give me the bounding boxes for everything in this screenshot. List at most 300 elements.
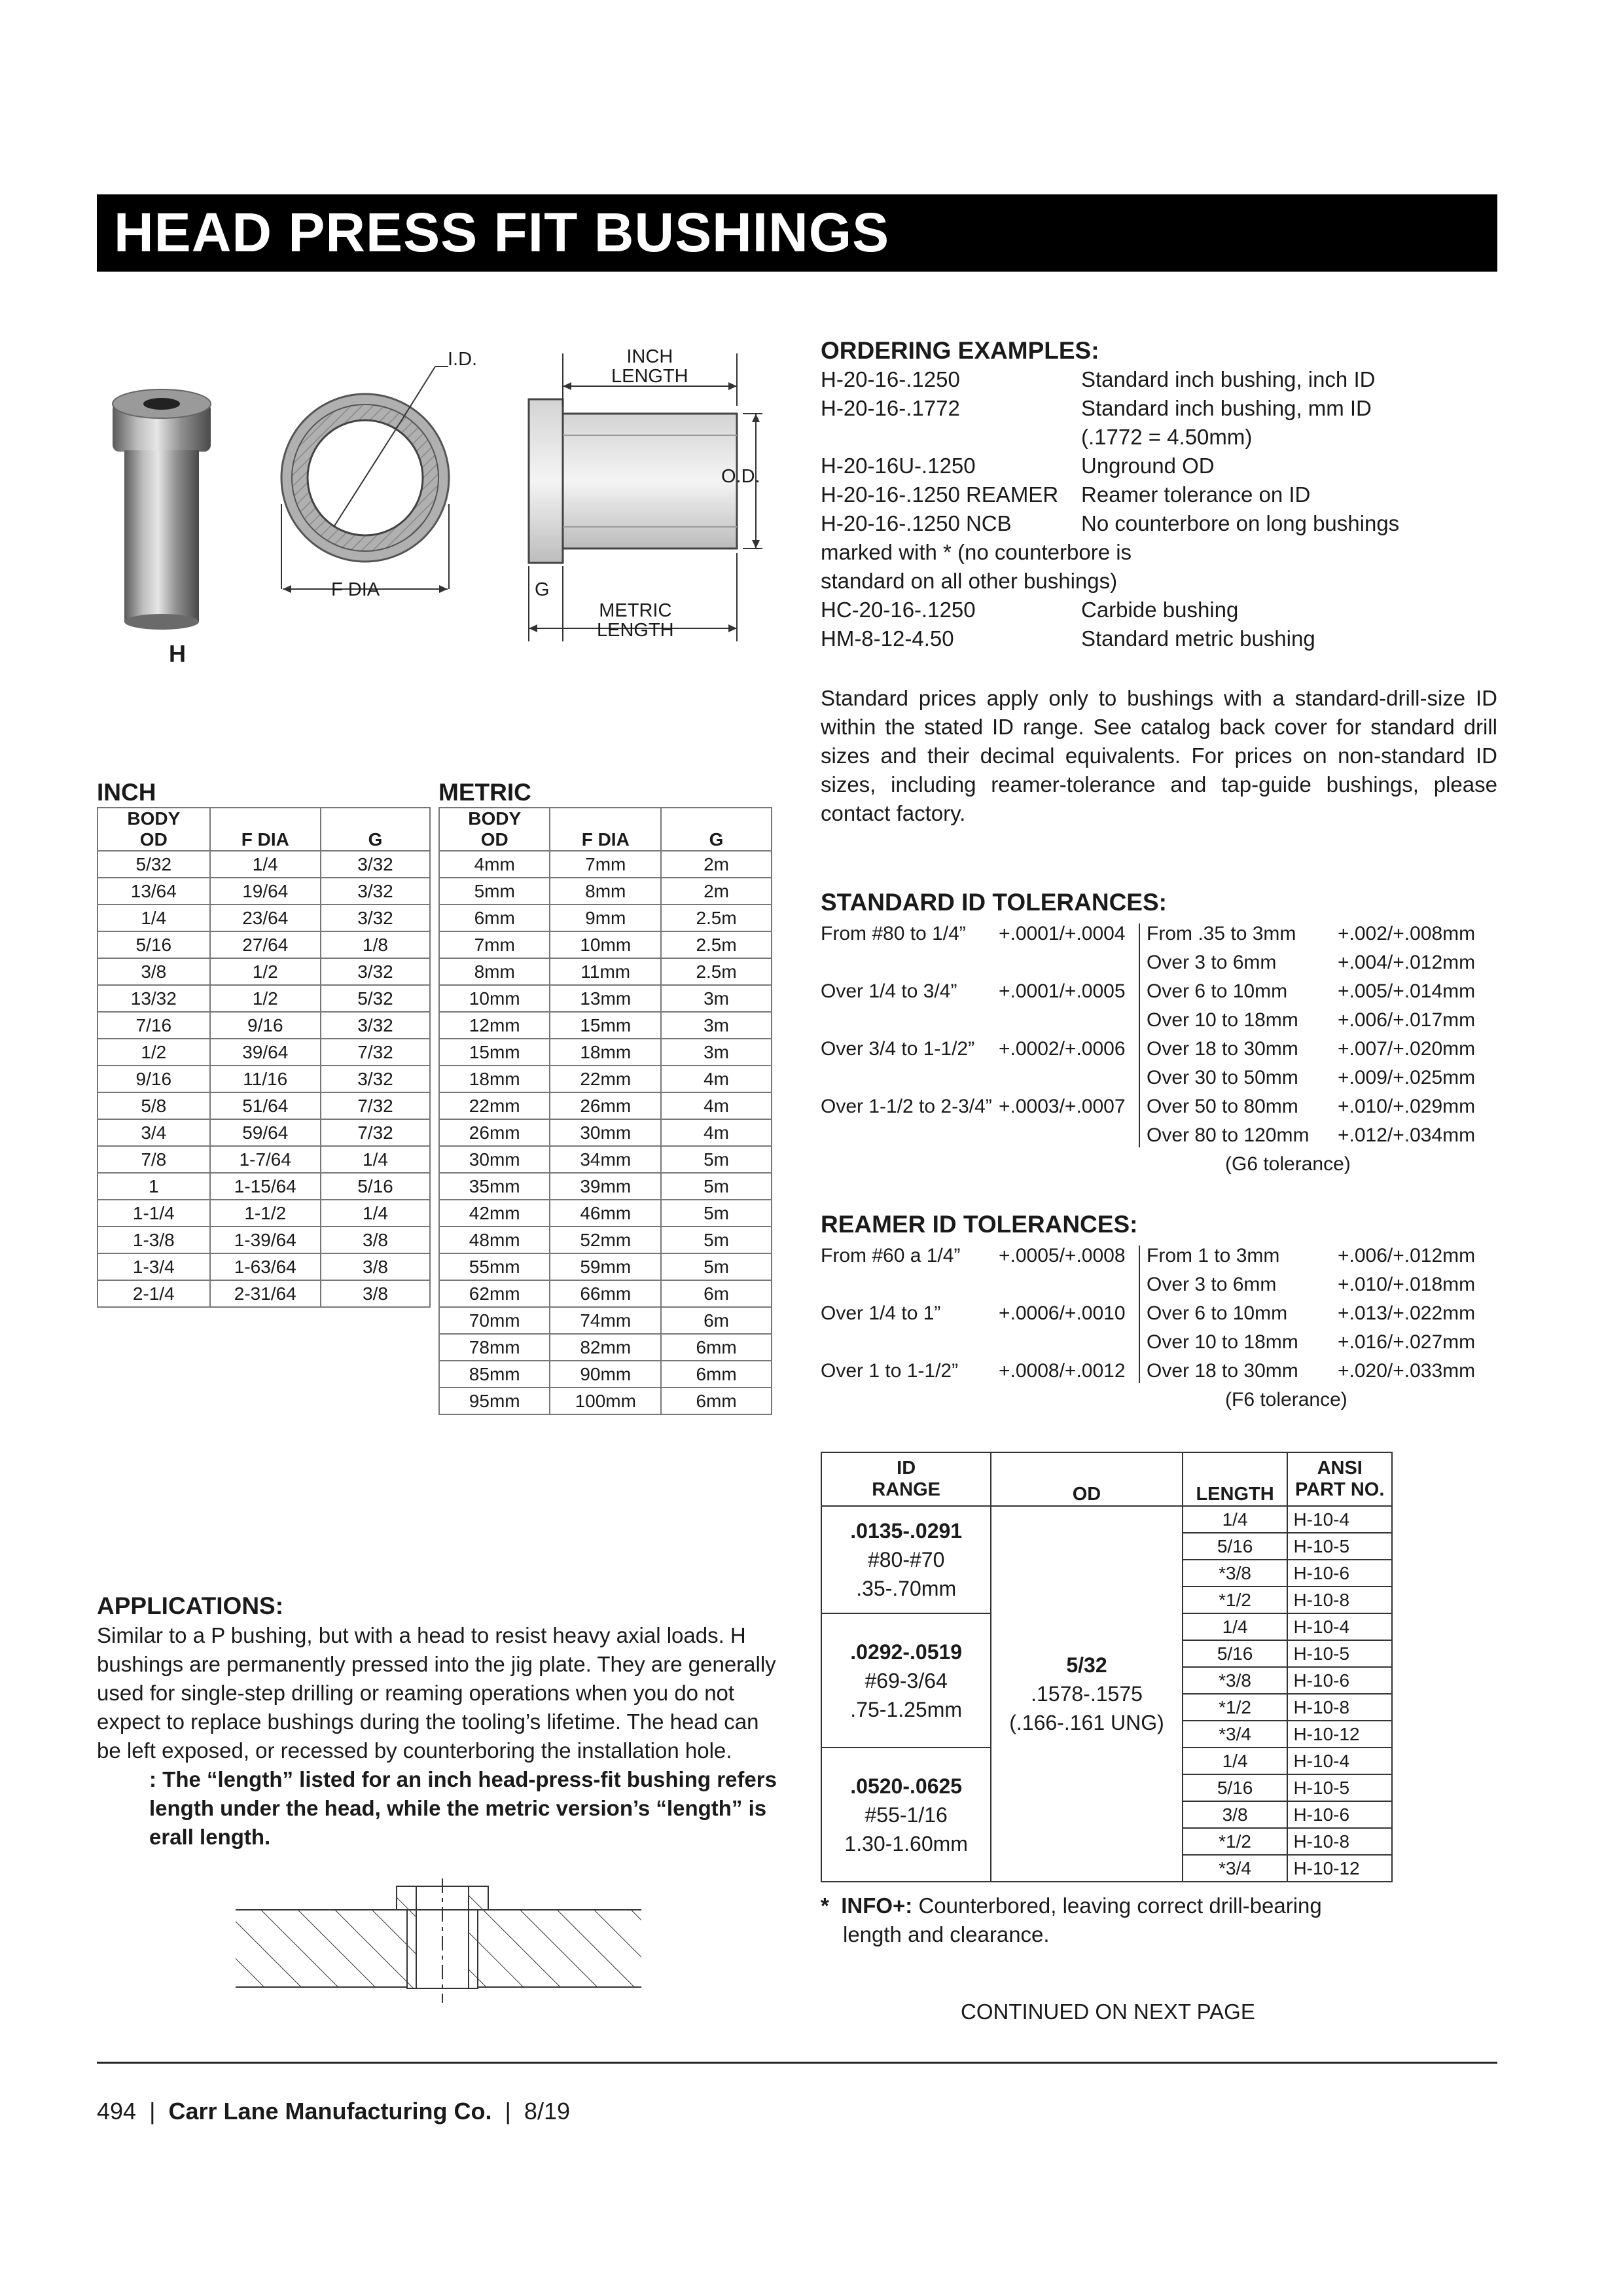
table-row: [439, 1039, 772, 1066]
table-cell: 59/64: [210, 1119, 321, 1146]
table-row: [98, 1012, 430, 1039]
table-cell: 2m: [661, 878, 772, 905]
metric-table: [438, 807, 772, 1415]
table-cell: 3/8: [321, 1253, 430, 1280]
title-bar: [97, 194, 1497, 272]
part-number-table: [821, 1452, 1393, 1882]
table-row: [439, 1066, 772, 1092]
text-line: bushings are permanently pressed into the jig plate. They are generally: [97, 1652, 776, 1676]
tol-inch-value: +.0001/+.0005: [999, 980, 1126, 1002]
table-cell: 2.5m: [661, 905, 772, 931]
tol-metric-value: +.004/+.012mm: [1338, 952, 1476, 973]
table-cell: 6m: [661, 1280, 772, 1307]
info-line2: length and clearance.: [843, 1922, 1050, 1946]
table-cell: 7/32: [321, 1092, 430, 1119]
table-cell: 1-63/64: [210, 1253, 321, 1280]
info-label: INFO+:: [841, 1893, 913, 1918]
applications-text: [97, 1621, 777, 1765]
length-cell: 5/16: [1183, 1640, 1288, 1667]
length-cell: *3/8: [1183, 1667, 1288, 1694]
id-range-decimal: .0292-.0519: [850, 1640, 963, 1664]
table-cell: 100mm: [550, 1388, 661, 1414]
page-number: 494: [97, 2098, 137, 2125]
table-cell: 1-39/64: [210, 1227, 321, 1253]
table-row: [439, 958, 772, 985]
reamer-tol-block: [821, 1242, 1501, 1425]
tol-metric-range: From 1 to 3mm: [1147, 1245, 1280, 1266]
reamer-tol-heading: REAMER ID TOLERANCES:: [821, 1211, 1138, 1238]
order-code: H-20-16-.1250 REAMER: [821, 482, 1059, 507]
table-cell: 26mm: [550, 1092, 661, 1119]
table-row: [98, 851, 430, 878]
part-number-cell: H-10-6: [1287, 1667, 1392, 1694]
part-number-cell: H-10-6: [1287, 1560, 1392, 1587]
table-cell: 7/32: [321, 1119, 430, 1146]
length-cell: 1/4: [1183, 1748, 1288, 1774]
order-code: H-20-16U-.1250: [821, 454, 976, 478]
ordering-note: standard on all other bushings): [821, 569, 1118, 593]
tol-note: (F6 tolerance): [1225, 1389, 1347, 1410]
tol-inch-range: Over 3/4 to 1-1/2”: [821, 1038, 975, 1060]
table-cell: 34mm: [550, 1146, 661, 1173]
table-cell: 66mm: [550, 1280, 661, 1307]
part-number-cell: H-10-5: [1287, 1774, 1392, 1801]
length-cell: *3/8: [1183, 1560, 1288, 1587]
part-number-cell: H-10-5: [1287, 1640, 1392, 1667]
footer-rule: [97, 2062, 1497, 2064]
id-range-drill: #55-1/16: [865, 1803, 948, 1827]
tol-inch-range: Over 1/4 to 3/4”: [821, 980, 957, 1002]
table-cell: 1/2: [210, 985, 321, 1012]
table-row: [439, 1119, 772, 1146]
part-number-cell: H-10-8: [1287, 1587, 1392, 1613]
table-cell: 4m: [661, 1066, 772, 1092]
table-cell: 26mm: [439, 1119, 550, 1146]
label-f-dia: F DIA: [331, 579, 380, 600]
page-title: HEAD PRESS FIT BUSHINGS: [114, 202, 890, 263]
table-cell: 12mm: [439, 1012, 550, 1039]
prices-note: [821, 684, 1497, 828]
th-ansi: ANSI PART NO.: [1287, 1452, 1392, 1506]
od-cell: [991, 1506, 1182, 1882]
tol-metric-value: +.010/+.029mm: [1338, 1096, 1476, 1117]
table-cell: 70mm: [439, 1307, 550, 1334]
order-desc: Reamer tolerance on ID: [1081, 482, 1311, 507]
table-cell: 7/16: [98, 1012, 210, 1039]
id-range-decimal: .0520-.0625: [850, 1774, 963, 1798]
part-number-cell: H-10-8: [1287, 1828, 1392, 1855]
length-cell: 5/16: [1183, 1774, 1288, 1801]
tol-inch-range: Over 1 to 1-1/2”: [821, 1360, 959, 1382]
table-row: [98, 878, 430, 905]
tol-metric-value: +.016/+.027mm: [1338, 1331, 1476, 1353]
table-cell: 3/8: [321, 1280, 430, 1307]
order-desc: Standard inch bushing, mm ID: [1081, 396, 1372, 420]
table-cell: 2-31/64: [210, 1280, 321, 1307]
tol-metric-range: Over 18 to 30mm: [1147, 1360, 1298, 1382]
part-number-cell: H-10-12: [1287, 1721, 1392, 1748]
table-row: [98, 1173, 430, 1200]
table-cell: 46mm: [550, 1200, 661, 1227]
od-decimal: .1578-.1575: [1031, 1682, 1143, 1706]
table-cell: 3/32: [321, 1012, 430, 1039]
table-cell: 62mm: [439, 1280, 550, 1307]
table-row: [439, 878, 772, 905]
length-cell: *1/2: [1183, 1828, 1288, 1855]
table-cell: 55mm: [439, 1253, 550, 1280]
table-cell: 1/4: [321, 1146, 430, 1173]
table-cell: 3/32: [321, 1066, 430, 1092]
table-cell: 5/32: [321, 985, 430, 1012]
label-g: G: [535, 579, 550, 600]
ordering-row: [821, 452, 1501, 480]
label-od: O.D.: [721, 466, 760, 487]
table-cell: 30mm: [550, 1119, 661, 1146]
text-line: sizes and their decimal equivalents. For prices on non-standard ID: [821, 744, 1497, 768]
table-cell: 22mm: [439, 1092, 550, 1119]
tol-inch-range: From #80 to 1/4”: [821, 923, 966, 944]
table-cell: 27/64: [210, 931, 321, 958]
ordering-row: [821, 480, 1501, 509]
tol-metric-value: +.006/+.012mm: [1338, 1245, 1476, 1266]
ordering-note: marked with * (no counterbore is: [821, 540, 1132, 564]
part-number-cell: H-10-6: [1287, 1801, 1392, 1828]
table-cell: 3/32: [321, 958, 430, 985]
part-number-cell: H-10-8: [1287, 1694, 1392, 1721]
table-row: [439, 1227, 772, 1253]
label-metric-length: METRIC LENGTH: [597, 600, 674, 641]
table-cell: 39/64: [210, 1039, 321, 1066]
table-row: [439, 985, 772, 1012]
tol-divider: [1139, 1246, 1140, 1383]
order-desc: Unground OD: [1081, 454, 1215, 478]
bushing-photo: [113, 389, 211, 630]
table-row: [439, 931, 772, 958]
tol-metric-range: Over 18 to 30mm: [1147, 1038, 1298, 1060]
table-cell: 5m: [661, 1253, 772, 1280]
length-cell: *3/4: [1183, 1721, 1288, 1748]
table-cell: 5m: [661, 1200, 772, 1227]
id-range-cell: [821, 1613, 991, 1748]
tol-metric-range: Over 6 to 10mm: [1147, 980, 1288, 1002]
table-cell: 8mm: [439, 958, 550, 985]
part-number-cell: H-10-4: [1287, 1506, 1392, 1533]
table-cell: 1-1/2: [210, 1200, 321, 1227]
text-line: : The “length” listed for an inch head-press-fit bushing refers: [149, 1767, 777, 1791]
table-cell: 5m: [661, 1146, 772, 1173]
order-desc: Standard metric bushing: [1081, 626, 1315, 651]
tol-inch-value: +.0002/+.0006: [999, 1038, 1126, 1060]
table-cell: 7/32: [321, 1039, 430, 1066]
table-row: [98, 1146, 430, 1173]
label-inch-length: INCH LENGTH: [611, 346, 688, 387]
installation-diagram: [229, 1878, 648, 2003]
length-cell: 1/4: [1183, 1613, 1288, 1640]
table-cell: 3m: [661, 1012, 772, 1039]
table-row: [439, 905, 772, 931]
length-cell: *3/4: [1183, 1855, 1288, 1882]
text-line: Similar to a P bushing, but with a head to resist heavy axial loads. H: [97, 1623, 746, 1647]
table-row: [439, 1092, 772, 1119]
table-cell: 10mm: [439, 985, 550, 1012]
order-desc: No counterbore on long bushings: [1081, 511, 1400, 535]
table-cell: 7mm: [439, 931, 550, 958]
length-cell: 5/16: [1183, 1533, 1288, 1560]
inch-heading: INCH: [97, 779, 156, 806]
id-range-mm: .75-1.25mm: [850, 1697, 963, 1721]
tol-metric-value: +.020/+.033mm: [1338, 1360, 1476, 1382]
table-cell: 95mm: [439, 1388, 550, 1414]
part-number-cell: H-10-12: [1287, 1855, 1392, 1882]
tol-metric-range: Over 10 to 18mm: [1147, 1009, 1298, 1031]
table-row: [98, 931, 430, 958]
ordering-row: [821, 596, 1501, 624]
table-cell: 7/8: [98, 1146, 210, 1173]
table-row: [439, 1280, 772, 1307]
table-cell: 19/64: [210, 878, 321, 905]
table-cell: 6mm: [661, 1361, 772, 1388]
ordering-row: [821, 365, 1501, 394]
id-range-mm: 1.30-1.60mm: [844, 1831, 968, 1856]
table-cell: 18mm: [439, 1066, 550, 1092]
table-cell: 5/16: [98, 931, 210, 958]
tol-metric-range: Over 80 to 120mm: [1147, 1124, 1310, 1146]
table-cell: 52mm: [550, 1227, 661, 1253]
th-od: OD: [991, 1452, 1182, 1506]
table-cell: 23/64: [210, 905, 321, 931]
table-cell: 4mm: [439, 851, 550, 878]
info-note: [821, 1892, 1501, 1949]
table-cell: 2-1/4: [98, 1280, 210, 1307]
table-cell: 1/4: [98, 905, 210, 931]
table-cell: 3/8: [98, 958, 210, 985]
table-cell: 5/16: [321, 1173, 430, 1200]
table-cell: 5/8: [98, 1092, 210, 1119]
table-cell: 15mm: [550, 1012, 661, 1039]
tol-metric-value: +.010/+.018mm: [1338, 1274, 1476, 1295]
table-row: [98, 1066, 430, 1092]
tol-metric-value: +.012/+.034mm: [1338, 1124, 1476, 1146]
table-cell: 42mm: [439, 1200, 550, 1227]
th-id-range: ID RANGE: [821, 1452, 991, 1506]
table-row: [98, 1280, 430, 1307]
order-desc: (.1772 = 4.50mm): [1081, 425, 1253, 449]
table-cell: 5m: [661, 1173, 772, 1200]
table-row: [821, 1506, 1392, 1533]
table-cell: 7mm: [550, 851, 661, 878]
table-cell: 13/64: [98, 878, 210, 905]
table-cell: 3/8: [321, 1227, 430, 1253]
table-row: [98, 1253, 430, 1280]
order-code: H-20-16-.1250: [821, 367, 960, 391]
table-row: [439, 851, 772, 878]
tol-inch-range: Over 1-1/2 to 2-3/4”: [821, 1096, 992, 1117]
tol-inch-value: +.0006/+.0010: [999, 1302, 1126, 1324]
tol-metric-range: Over 6 to 10mm: [1147, 1302, 1288, 1324]
tol-metric-range: Over 3 to 6mm: [1147, 1274, 1277, 1295]
table-cell: 6m: [661, 1307, 772, 1334]
continued-note: CONTINUED ON NEXT PAGE: [961, 2000, 1255, 2024]
figure-caption: H: [169, 640, 186, 667]
ordering-list: [821, 365, 1501, 653]
order-desc: Carbide bushing: [1081, 598, 1239, 622]
table-cell: 6mm: [661, 1334, 772, 1361]
metric-heading: METRIC: [438, 779, 531, 806]
edition-date: 8/19: [524, 2098, 570, 2125]
th-g: G: [321, 808, 430, 851]
table-row: [98, 1227, 430, 1253]
length-cell: *1/2: [1183, 1587, 1288, 1613]
order-code: H-20-16-.1772: [821, 396, 960, 420]
text-line: used for single-step drilling or reaming operations when you do not: [97, 1681, 735, 1705]
table-cell: 10mm: [550, 931, 661, 958]
footer: 494 | Carr Lane Manufacturing Co. | 8/19: [97, 2098, 570, 2125]
length-cell: 1/4: [1183, 1506, 1288, 1533]
table-cell: 85mm: [439, 1361, 550, 1388]
ordering-row: [821, 394, 1501, 423]
table-row: [439, 1146, 772, 1173]
id-range-drill: #80-#70: [867, 1548, 945, 1571]
table-cell: 51/64: [210, 1092, 321, 1119]
table-cell: 3/32: [321, 878, 430, 905]
table-row: [439, 1388, 772, 1414]
length-cell: 3/8: [1183, 1801, 1288, 1828]
table-cell: 9mm: [550, 905, 661, 931]
table-cell: 11mm: [550, 958, 661, 985]
text-line: be left exposed, or recessed by counterboring the installation hole.: [97, 1738, 732, 1763]
table-cell: 3/4: [98, 1119, 210, 1146]
tol-metric-value: +.005/+.014mm: [1338, 980, 1476, 1002]
table-cell: 11/16: [210, 1066, 321, 1092]
table-cell: 5/32: [98, 851, 210, 878]
text-line: expect to replace bushings during the tooling’s lifetime. The head can: [97, 1710, 759, 1734]
side-view: [529, 353, 762, 641]
th-length: LENGTH: [1183, 1452, 1288, 1506]
std-tol-block: [821, 920, 1501, 1188]
table-cell: 13mm: [550, 985, 661, 1012]
table-cell: 6mm: [439, 905, 550, 931]
tol-note: (G6 tolerance): [1225, 1153, 1351, 1175]
id-range-drill: #69-3/64: [865, 1668, 948, 1693]
tol-metric-value: +.007/+.020mm: [1338, 1038, 1476, 1060]
order-code: HC-20-16-.1250: [821, 598, 976, 622]
tol-metric-range: Over 3 to 6mm: [1147, 952, 1277, 973]
table-row: [439, 1307, 772, 1334]
table-cell: 59mm: [550, 1253, 661, 1280]
tol-inch-value: +.0003/+.0007: [999, 1096, 1126, 1117]
tol-metric-value: +.006/+.017mm: [1338, 1009, 1476, 1031]
ordering-heading: ORDERING EXAMPLES:: [821, 337, 1099, 364]
table-cell: 3/32: [321, 851, 430, 878]
od-ung: (.166-.161 UNG): [1009, 1711, 1164, 1734]
table-row: [98, 1092, 430, 1119]
table-row: [439, 1334, 772, 1361]
table-cell: 4m: [661, 1092, 772, 1119]
table-cell: 1/2: [98, 1039, 210, 1066]
table-row: [98, 958, 430, 985]
table-cell: 9/16: [98, 1066, 210, 1092]
table-cell: 74mm: [550, 1307, 661, 1334]
id-range-cell: [821, 1506, 991, 1613]
table-cell: 1: [98, 1173, 210, 1200]
tol-inch-range: From #60 a 1/4”: [821, 1245, 961, 1266]
text-line: Standard prices apply only to bushings with a standard-drill-size ID: [821, 686, 1497, 710]
table-cell: 15mm: [439, 1039, 550, 1066]
tol-divider: [1139, 924, 1140, 1147]
table-row: [439, 1253, 772, 1280]
order-code: H-20-16-.1250 NCB: [821, 511, 1012, 535]
od-size: 5/32: [1066, 1653, 1107, 1677]
table-cell: 3m: [661, 985, 772, 1012]
th-g: G: [661, 808, 772, 851]
th-f-dia: F DIA: [210, 808, 321, 851]
tol-inch-range: Over 1/4 to 1”: [821, 1302, 941, 1324]
applications-heading: APPLICATIONS:: [97, 1592, 284, 1619]
tol-inch-value: +.0008/+.0012: [999, 1360, 1126, 1382]
table-cell: 1-15/64: [210, 1173, 321, 1200]
order-code: HM-8-12-4.50: [821, 626, 954, 651]
ordering-row: [821, 423, 1501, 452]
th-f-dia: F DIA: [550, 808, 661, 851]
table-cell: 6mm: [661, 1388, 772, 1414]
tol-metric-range: From .35 to 3mm: [1147, 923, 1296, 944]
table-cell: 1/4: [321, 1200, 430, 1227]
id-range-cell: [821, 1748, 991, 1882]
applications-note: [149, 1765, 784, 1852]
table-cell: 18mm: [550, 1039, 661, 1066]
table-cell: 1/4: [210, 851, 321, 878]
text-line: contact factory.: [821, 801, 966, 825]
table-cell: 3m: [661, 1039, 772, 1066]
label-id: I.D.: [448, 349, 478, 370]
table-cell: 22mm: [550, 1066, 661, 1092]
part-number-cell: H-10-4: [1287, 1613, 1392, 1640]
table-row: [439, 1200, 772, 1227]
table-cell: 9/16: [210, 1012, 321, 1039]
table-cell: 30mm: [439, 1146, 550, 1173]
table-cell: 39mm: [550, 1173, 661, 1200]
text-line: sizes, including reamer-tolerance and tap-guide bushings, please: [821, 772, 1497, 797]
tol-metric-value: +.009/+.025mm: [1338, 1067, 1476, 1088]
table-cell: 1-3/4: [98, 1253, 210, 1280]
table-cell: 1-1/4: [98, 1200, 210, 1227]
table-row: [98, 1200, 430, 1227]
table-cell: 48mm: [439, 1227, 550, 1253]
ordering-row: [821, 624, 1501, 653]
id-range-decimal: .0135-.0291: [850, 1519, 963, 1543]
table-cell: 1-3/8: [98, 1227, 210, 1253]
end-view: [281, 367, 449, 593]
tol-metric-range: Over 30 to 50mm: [1147, 1067, 1298, 1088]
tol-metric-value: +.002/+.008mm: [1338, 923, 1476, 944]
table-cell: 35mm: [439, 1173, 550, 1200]
table-cell: 1/2: [210, 958, 321, 985]
table-row: [439, 1012, 772, 1039]
table-row: [439, 1173, 772, 1200]
id-range-mm: .35-.70mm: [856, 1577, 957, 1600]
table-row: [98, 985, 430, 1012]
tol-metric-range: Over 10 to 18mm: [1147, 1331, 1298, 1353]
tol-inch-value: +.0001/+.0004: [999, 923, 1126, 944]
table-cell: 5mm: [439, 878, 550, 905]
table-cell: 1/8: [321, 931, 430, 958]
table-cell: 3/32: [321, 905, 430, 931]
table-cell: 82mm: [550, 1334, 661, 1361]
part-number-cell: H-10-4: [1287, 1748, 1392, 1774]
std-tol-heading: STANDARD ID TOLERANCES:: [821, 889, 1167, 916]
text-line: erall length.: [149, 1825, 271, 1849]
tol-metric-value: +.013/+.022mm: [1338, 1302, 1476, 1324]
